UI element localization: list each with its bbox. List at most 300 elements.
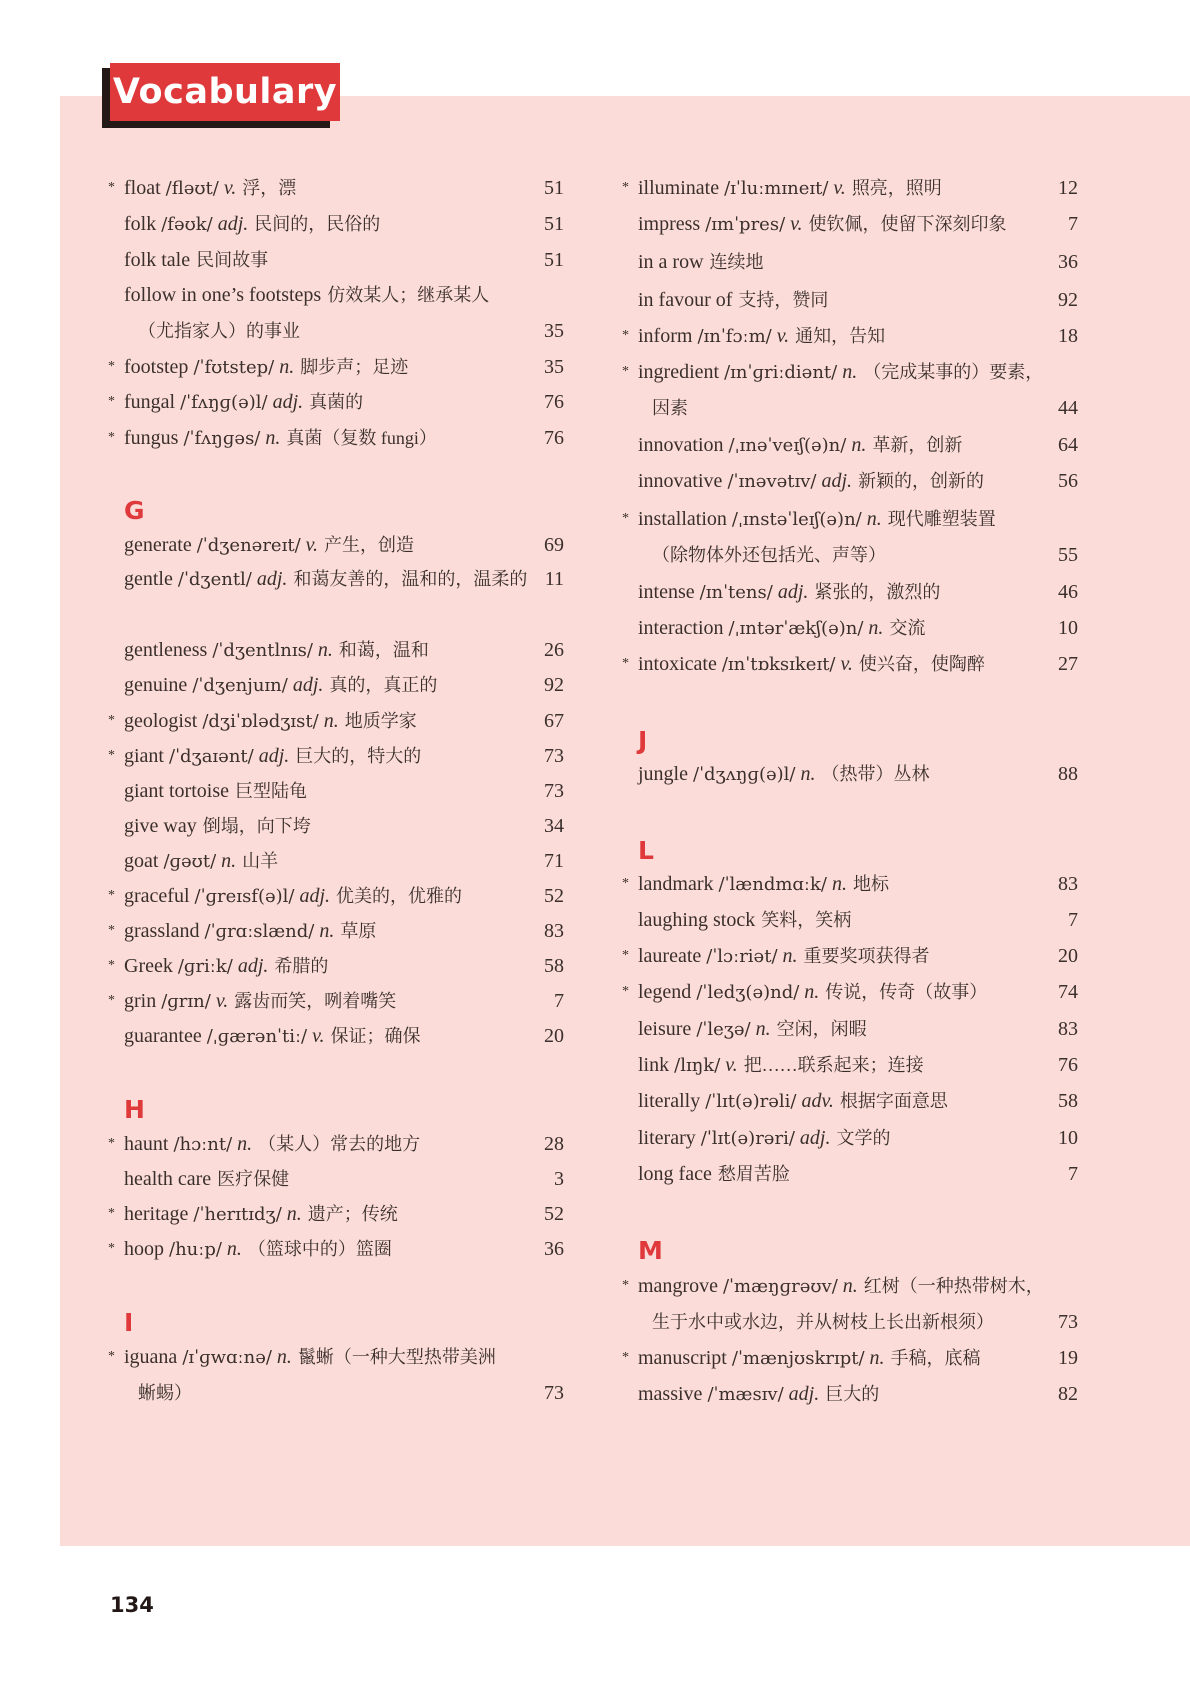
vocab-part-of-speech: n. (276, 1346, 292, 1368)
vocab-definition: 连续地 (709, 252, 764, 272)
vocab-phonetic: /ɡəʊt/ (163, 851, 217, 872)
vocab-phonetic: /ˈdʒʌŋɡ(ə)l/ (693, 764, 796, 785)
page-number: 134 (110, 1593, 154, 1617)
vocab-word: follow in one’s footsteps (124, 284, 322, 306)
vocab-phonetic: /ˈɡreɪsf(ə)l/ (194, 886, 295, 907)
vocab-phonetic: /ˈdʒentl/ (177, 569, 252, 590)
vocab-definition: 仿效某人；继承某人 (327, 285, 490, 305)
vocab-word: fungus (124, 427, 179, 449)
vocab-part-of-speech: v. (790, 213, 803, 235)
vocab-part-of-speech: v. (305, 534, 319, 556)
vocab-word: graceful (124, 885, 190, 907)
vocab-definition-continued: （除物体外还包括光、声等） (652, 545, 886, 565)
vocab-page-ref: 35 (544, 356, 564, 378)
vocab-phonetic: /ˌɪnstəˈleɪʃ(ə)n/ (731, 509, 862, 530)
vocab-word: iguana (124, 1346, 178, 1368)
vocab-entry (108, 917, 564, 946)
section-letter: M (638, 1236, 663, 1265)
vocab-page-ref: 73 (1058, 1311, 1078, 1333)
star-icon: * (622, 180, 629, 195)
vocab-entry (622, 1344, 1078, 1373)
vocab-definition: 真菌（复数 fungi） (286, 428, 437, 448)
vocab-word: generate (124, 534, 192, 556)
vocab-definition: 和蔼，温和 (338, 640, 429, 660)
vocab-definition: 巨大的，特大的 (295, 746, 422, 766)
vocab-definition: 真菌的 (309, 392, 364, 412)
star-icon: * (622, 364, 629, 379)
vocab-page-ref: 88 (1058, 763, 1078, 785)
star-icon: * (108, 888, 115, 903)
star-icon: * (108, 1206, 115, 1221)
vocab-definition: 遗产；传统 (307, 1204, 398, 1224)
vocab-part-of-speech: n. (221, 850, 237, 872)
vocab-word: Greek (124, 955, 173, 977)
vocab-page-ref: 76 (544, 427, 564, 449)
vocab-entry (622, 650, 1078, 679)
vocab-definition: 现代雕塑装置 (887, 509, 996, 529)
vocab-entry (622, 322, 1078, 351)
vocab-entry-continuation (638, 394, 1078, 422)
vocab-definition: 通知，告知 (795, 326, 886, 346)
star-icon: * (108, 923, 115, 938)
vocab-phonetic: /ˈlændmɑːk/ (718, 874, 827, 895)
vocab-page-ref: 19 (1058, 1347, 1078, 1369)
vocab-entry (108, 987, 564, 1016)
vocab-page-ref: 11 (544, 568, 564, 590)
vocab-word: gentle (124, 568, 173, 590)
vocab-entry (622, 174, 1078, 203)
vocab-word: installation (638, 508, 727, 530)
star-icon: * (622, 876, 629, 891)
page-title: Vocabulary (110, 63, 340, 121)
vocab-phonetic: /ˈmæsɪv/ (707, 1384, 784, 1405)
vocab-part-of-speech: v. (215, 990, 229, 1012)
vocab-word: grin (124, 990, 157, 1012)
vocab-word: fungal (124, 391, 176, 413)
vocab-definition-continued: 因素 (652, 398, 688, 418)
vocab-definition: 山羊 (242, 851, 279, 871)
vocab-entry (108, 742, 564, 771)
vocab-word: in a row (638, 251, 704, 273)
vocab-phonetic: /ˈledʒ(ə)nd/ (696, 982, 800, 1003)
vocab-part-of-speech: n. (237, 1133, 253, 1155)
vocab-part-of-speech: n. (842, 361, 858, 383)
star-icon: * (108, 748, 115, 763)
vocab-word: laughing stock (638, 909, 756, 931)
vocab-word: ingredient (638, 361, 720, 383)
vocab-entry (124, 777, 564, 805)
vocab-phonetic: /huːp/ (169, 1239, 222, 1260)
vocab-phonetic: /ɡriːk/ (177, 956, 233, 977)
vocab-phonetic: /ˈlɪt(ə)rəri/ (700, 1128, 795, 1149)
vocab-page-ref: 58 (1058, 1090, 1078, 1112)
vocab-page-ref: 56 (1058, 470, 1078, 492)
vocab-entry (622, 1272, 1078, 1301)
vocab-page-ref: 28 (544, 1133, 564, 1155)
vocab-phonetic: /ˌɡærənˈtiː/ (206, 1026, 308, 1047)
vocab-definition: （热带）丛林 (821, 764, 930, 784)
star-icon: * (622, 656, 629, 671)
section-letter: H (124, 1095, 145, 1124)
vocab-entry-continuation (124, 317, 564, 345)
star-icon: * (622, 1350, 629, 1365)
vocab-definition: 支持，赞同 (738, 290, 829, 310)
vocab-word: float (124, 177, 161, 199)
vocab-entry (638, 467, 1078, 496)
vocab-definition: 希腊的 (274, 956, 329, 976)
vocab-definition: 把……联系起来；连接 (743, 1055, 924, 1075)
star-icon: * (108, 394, 115, 409)
vocab-entry (638, 1015, 1078, 1044)
vocab-page-ref: 73 (544, 780, 564, 802)
vocab-word: footstep (124, 356, 189, 378)
section-letter: J (638, 726, 648, 755)
vocab-entry (108, 353, 564, 382)
vocab-definition: 巨型陆龟 (234, 781, 307, 801)
vocab-part-of-speech: adv. (801, 1090, 834, 1112)
vocab-part-of-speech: v. (312, 1025, 325, 1047)
vocab-definition: 民间故事 (196, 250, 269, 270)
vocab-definition: 紧张的，激烈的 (814, 582, 941, 602)
vocab-entry (638, 248, 1078, 276)
vocab-page-ref: 69 (544, 534, 564, 556)
star-icon: * (108, 993, 115, 1008)
vocab-definition: 倒塌，向下垮 (202, 816, 311, 836)
vocab-definition: 新颖的，创新的 (858, 471, 985, 491)
vocab-entry-continuation (124, 1379, 564, 1407)
vocab-entry (124, 847, 564, 876)
vocab-phonetic: /ˈlɔːriət/ (706, 946, 778, 967)
vocab-definition-continued: 蜥蜴） (138, 1383, 192, 1403)
vocab-word: giant (124, 745, 164, 767)
vocab-phonetic: /ɡrɪn/ (161, 991, 211, 1012)
vocab-word: genuine (124, 674, 188, 696)
vocab-part-of-speech: n. (317, 639, 333, 661)
vocab-word: heritage (124, 1203, 189, 1225)
vocab-page-ref: 36 (1058, 251, 1078, 273)
star-icon: * (108, 958, 115, 973)
vocab-page-ref: 7 (1068, 909, 1078, 931)
vocab-part-of-speech: n. (800, 763, 816, 785)
vocab-definition: 使钦佩，使留下深刻印象 (808, 214, 1007, 234)
vocab-word: literally (638, 1090, 701, 1112)
vocab-definition: 浮，漂 (242, 178, 297, 198)
vocab-word: interaction (638, 617, 724, 639)
vocab-part-of-speech: n. (804, 981, 820, 1003)
vocab-phonetic: /ɪnˈɡriːdiənt/ (724, 362, 838, 383)
vocab-entry (638, 286, 1078, 314)
vocab-page-ref: 35 (544, 320, 564, 342)
vocab-part-of-speech: n. (851, 434, 867, 456)
vocab-part-of-speech: n. (755, 1018, 771, 1040)
vocab-word: goat (124, 850, 159, 872)
star-icon: * (108, 1349, 115, 1364)
vocab-phonetic: /ˈmæŋɡrəʊv/ (722, 1276, 838, 1297)
vocab-entry (108, 1235, 564, 1264)
vocab-definition: 照亮，照明 (851, 178, 942, 198)
vocab-phonetic: /ˈdʒenjuɪn/ (192, 675, 288, 696)
vocab-word: inform (638, 325, 693, 347)
vocab-entry (108, 424, 564, 453)
vocab-definition: 巨大的 (825, 1384, 880, 1404)
vocab-entry (622, 942, 1078, 971)
vocab-definition: 草原 (340, 921, 377, 941)
vocab-word: jungle (638, 763, 688, 785)
vocab-page-ref: 83 (1058, 1018, 1078, 1040)
vocab-part-of-speech: adj. (237, 955, 269, 977)
vocab-entry (108, 1200, 564, 1229)
vocab-entry (638, 1087, 1078, 1116)
vocab-part-of-speech: adj. (256, 568, 288, 590)
vocab-page-ref: 20 (1058, 945, 1078, 967)
vocab-phonetic: /lɪŋk/ (674, 1055, 721, 1076)
vocab-word: intoxicate (638, 653, 717, 675)
vocab-entry (124, 1022, 564, 1051)
vocab-part-of-speech: adj. (788, 1383, 820, 1405)
vocab-part-of-speech: adj. (272, 391, 304, 413)
section-letter: L (638, 836, 654, 865)
vocab-definition: 使兴奋，使陶醉 (858, 654, 985, 674)
vocab-part-of-speech: n. (866, 508, 882, 530)
vocab-page-ref: 83 (1058, 873, 1078, 895)
vocab-word: illuminate (638, 177, 720, 199)
vocab-part-of-speech: n. (323, 710, 339, 732)
vocab-definition: 和蔼友善的，温和的，温柔的 (293, 569, 528, 589)
vocab-page-ref: 44 (1058, 397, 1078, 419)
vocab-part-of-speech: adj. (217, 213, 249, 235)
vocab-definition: 产生，创造 (324, 535, 415, 555)
vocab-definition: 脚步声；足迹 (300, 357, 409, 377)
vocab-definition-continued: 生于水中或水边，并从树枝上长出新根须） (652, 1312, 994, 1332)
star-icon: * (622, 948, 629, 963)
star-icon: * (108, 1241, 115, 1256)
vocab-entry (108, 174, 564, 203)
vocab-entry (124, 1165, 564, 1193)
vocab-phonetic: /ɪˈɡwɑːnə/ (182, 1347, 272, 1368)
vocab-entry (108, 388, 564, 417)
vocab-part-of-speech: n. (869, 1347, 885, 1369)
vocab-entry (638, 578, 1078, 607)
vocab-phonetic: /ˌɪnəˈveɪʃ(ə)n/ (728, 435, 847, 456)
vocab-definition: 民间的，民俗的 (254, 214, 381, 234)
vocab-phonetic: /ˈfʌŋɡəs/ (183, 428, 261, 449)
vocab-definition: 医疗保健 (217, 1169, 290, 1189)
vocab-part-of-speech: n. (842, 1275, 858, 1297)
vocab-entry (638, 906, 1078, 934)
vocab-page-ref: 52 (544, 885, 564, 907)
vocab-phonetic: /ˈdʒenəreɪt/ (196, 535, 301, 556)
vocab-word: impress (638, 213, 701, 235)
vocab-phonetic: /dʒiˈɒlədʒɪst/ (202, 711, 319, 732)
vocab-entry (638, 431, 1078, 460)
vocab-part-of-speech: v. (725, 1054, 738, 1076)
vocab-phonetic: /ˈlɪt(ə)rəli/ (705, 1091, 797, 1112)
vocab-part-of-speech: adj. (258, 745, 290, 767)
vocab-phonetic: /ˌɪntərˈækʃ(ə)n/ (728, 618, 864, 639)
vocab-definition-continued: （尤指家人）的事业 (138, 321, 300, 341)
vocab-phonetic: /ɪˈluːmɪneɪt/ (724, 178, 829, 199)
vocab-part-of-speech: n. (782, 945, 798, 967)
vocab-word: innovative (638, 470, 723, 492)
vocab-entry (638, 1124, 1078, 1153)
vocab-page-ref: 26 (544, 639, 564, 661)
vocab-entry (622, 870, 1078, 899)
vocab-word: haunt (124, 1133, 169, 1155)
vocab-definition: 红树（一种热带树木， (863, 1276, 1044, 1296)
vocab-definition: 优美的，优雅的 (336, 886, 463, 906)
vocab-page-ref: 92 (544, 674, 564, 696)
vocab-phonetic: /ˈfʌŋɡ(ə)l/ (180, 392, 268, 413)
vocab-phonetic: /hɔːnt/ (173, 1134, 233, 1155)
vocab-page-ref: 10 (1058, 1127, 1078, 1149)
vocab-phonetic: /ɪmˈpres/ (705, 214, 786, 235)
vocab-word: mangrove (638, 1275, 718, 1297)
vocab-word: give way (124, 815, 197, 837)
section-letter: G (124, 496, 145, 525)
vocab-page-ref: 27 (1058, 653, 1078, 675)
vocab-page-ref: 82 (1058, 1383, 1078, 1405)
vocab-page-ref: 18 (1058, 325, 1078, 347)
vocab-word: geologist (124, 710, 198, 732)
vocab-phonetic: /ˈfʊtstep/ (193, 357, 275, 378)
vocab-entry (108, 1130, 564, 1159)
vocab-definition: 保证；确保 (330, 1026, 421, 1046)
vocab-part-of-speech: adj. (299, 885, 331, 907)
vocab-entry (622, 978, 1078, 1007)
vocab-page-ref: 7 (554, 990, 564, 1012)
vocab-entry (638, 1051, 1078, 1080)
vocab-definition: 空闲，闲暇 (776, 1019, 867, 1039)
vocab-word: manuscript (638, 1347, 727, 1369)
vocab-phonetic: /ˈɡrɑːslænd/ (204, 921, 315, 942)
vocab-entry (638, 614, 1078, 643)
vocab-word: folk tale (124, 249, 191, 271)
vocab-part-of-speech: adj. (821, 470, 853, 492)
vocab-page-ref: 7 (1068, 213, 1078, 235)
vocab-word: innovation (638, 434, 724, 456)
vocab-part-of-speech: n. (868, 617, 884, 639)
vocab-definition: （某人）常去的地方 (258, 1134, 421, 1154)
vocab-page-ref: 36 (544, 1238, 564, 1260)
vocab-entry (124, 210, 564, 239)
vocab-entry (108, 1343, 564, 1372)
vocab-entry (124, 636, 564, 665)
vocab-entry (108, 707, 564, 736)
vocab-part-of-speech: v. (223, 177, 237, 199)
vocab-page-ref: 76 (544, 391, 564, 413)
vocab-word: legend (638, 981, 692, 1003)
vocab-page-ref: 12 (1058, 177, 1078, 199)
vocab-entry (638, 1160, 1078, 1188)
vocab-entry (108, 882, 564, 911)
vocab-part-of-speech: n. (279, 356, 295, 378)
vocab-phonetic: /ˈmænjʊskrɪpt/ (731, 1348, 865, 1369)
vocab-word: laureate (638, 945, 702, 967)
vocab-definition: 笑料，笑柄 (761, 910, 852, 930)
vocab-word: link (638, 1054, 670, 1076)
star-icon: * (622, 511, 629, 526)
vocab-word: guarantee (124, 1025, 202, 1047)
vocab-definition: 传说，传奇（故事） (825, 982, 988, 1002)
vocab-word: folk (124, 213, 157, 235)
star-icon: * (108, 713, 115, 728)
star-icon: * (108, 430, 115, 445)
vocab-page-ref: 10 (1058, 617, 1078, 639)
vocab-part-of-speech: v. (840, 653, 853, 675)
vocab-entry (124, 671, 564, 700)
vocab-part-of-speech: n. (265, 427, 281, 449)
vocab-word: gentleness (124, 639, 208, 661)
vocab-page-ref: 58 (544, 955, 564, 977)
vocab-page-ref: 51 (544, 213, 564, 235)
vocab-entry (638, 760, 1078, 789)
vocab-part-of-speech: adj. (799, 1127, 831, 1149)
vocab-word: grassland (124, 920, 200, 942)
vocab-page-ref: 7 (1068, 1163, 1078, 1185)
vocab-page-ref: 64 (1058, 434, 1078, 456)
star-icon: * (108, 180, 115, 195)
vocab-entry (638, 210, 1078, 239)
vocab-definition: 地标 (852, 874, 889, 894)
vocab-entry (108, 952, 564, 981)
vocab-phonetic: /ɪnˈtens/ (699, 582, 773, 603)
vocab-entry-continuation (638, 1308, 1078, 1336)
vocab-entry (124, 565, 564, 594)
vocab-definition: 手稿，底稿 (890, 1348, 981, 1368)
vocab-part-of-speech: n. (226, 1238, 242, 1260)
vocab-phonetic: /ˈleʒə/ (696, 1019, 751, 1040)
vocab-part-of-speech: adj. (292, 674, 324, 696)
vocab-page-ref: 51 (544, 177, 564, 199)
vocab-phonetic: /ˈdʒaɪənt/ (169, 746, 254, 767)
vocab-definition: 根据字面意思 (839, 1091, 948, 1111)
vocab-page-ref: 73 (544, 745, 564, 767)
vocab-word: landmark (638, 873, 714, 895)
vocab-part-of-speech: n. (831, 873, 847, 895)
star-icon: * (622, 328, 629, 343)
star-icon: * (108, 359, 115, 374)
vocab-word: in favour of (638, 289, 733, 311)
vocab-page-ref: 83 (544, 920, 564, 942)
vocab-word: giant tortoise (124, 780, 229, 802)
vocab-definition: 革新，创新 (872, 435, 963, 455)
vocab-page-ref: 34 (544, 815, 564, 837)
star-icon: * (622, 984, 629, 999)
vocab-phonetic: /ˈɪnəvətɪv/ (727, 471, 817, 492)
vocab-part-of-speech: v. (833, 177, 846, 199)
vocab-definition: 愁眉苦脸 (717, 1164, 790, 1184)
vocab-definition: 真的，真正的 (329, 675, 438, 695)
vocab-entry (622, 358, 1078, 387)
vocab-phonetic: /fləʊt/ (165, 178, 219, 199)
vocab-entry-continuation (638, 541, 1078, 569)
vocab-phonetic: /ˈherɪtɪdʒ/ (193, 1204, 282, 1225)
vocab-definition: 文学的 (836, 1128, 891, 1148)
vocab-definition: 鬣蜥（一种大型热带美洲 (297, 1347, 496, 1367)
vocab-entry (124, 812, 564, 840)
vocab-page-ref: 73 (544, 1382, 564, 1404)
vocab-definition: 地质学家 (344, 711, 417, 731)
vocab-page-ref: 71 (544, 850, 564, 872)
vocab-part-of-speech: adj. (777, 581, 809, 603)
vocab-definition: （篮球中的）篮圈 (247, 1239, 392, 1259)
vocab-phonetic: /ɪnˈfɔːm/ (697, 326, 772, 347)
vocab-part-of-speech: n. (319, 920, 335, 942)
vocab-page-ref: 46 (1058, 581, 1078, 603)
star-icon: * (622, 1278, 629, 1293)
vocab-page-ref: 67 (544, 710, 564, 732)
vocab-definition: 重要奖项获得者 (803, 946, 930, 966)
